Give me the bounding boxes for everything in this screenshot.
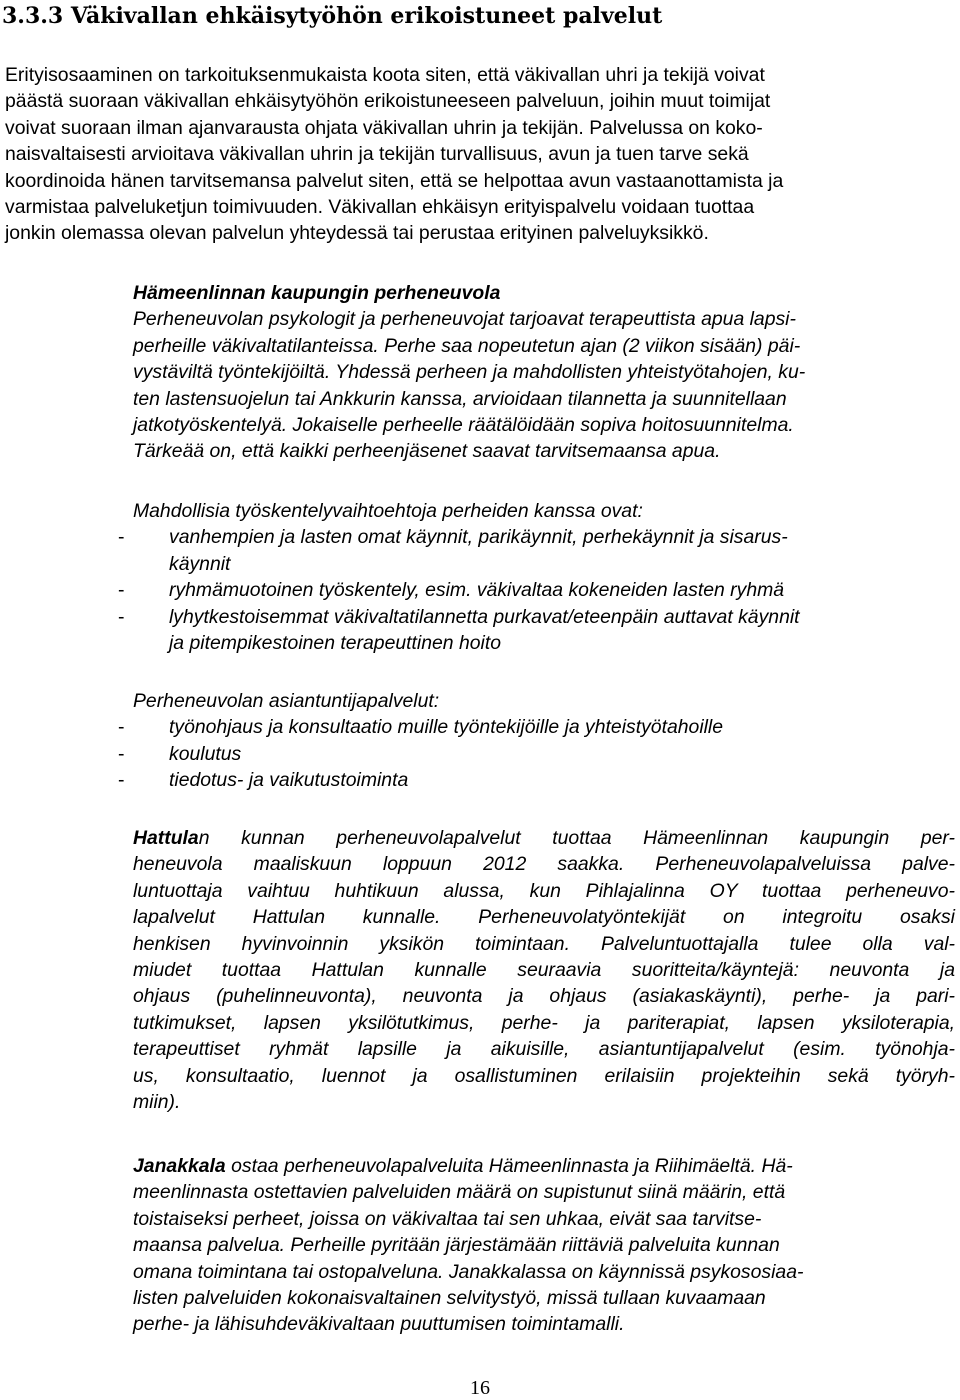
text-line: jatkotyöskentelyä. Jokaiselle perheelle räätälöidään sopiva hoitosuunnitelma. [133, 414, 794, 437]
hattula-paragraph [133, 825, 955, 1115]
text-line: listen palveluiden kokonaisvaltainen selvitystyö, missä tullaan kuvaamaan [133, 1287, 766, 1310]
section-heading: 3.3.3 Väkivallan ehkäisytyöhön erikoistuneet palvelut [2, 3, 663, 29]
list-bullet: - [118, 769, 125, 792]
janakkala-paragraph [133, 1153, 955, 1338]
list-item [118, 577, 955, 603]
text-line: miin). [133, 1091, 181, 1114]
expert-services-title: Perheneuvolan asiantuntijapalvelut: [133, 690, 440, 712]
text-line: koordinoida hänen tarvitsemansa palvelut siten, että se helpottaa avun vastaanottamista ja [5, 169, 784, 192]
text-line: ten lastensuojelun tai Ankkurin kanssa, arvioidaan tilannetta ja suunnitellaan [133, 387, 787, 410]
text-line: perhe- ja lähisuhdeväkivaltaan puuttumisen toimintamalli. [133, 1313, 625, 1336]
text-line: tutkimukset, lapsen yksilötutkimus, perhe- ja pariterapiat, lapsen yksiloterapia, [133, 1011, 955, 1034]
text-line: lapalvelut Hattulan kunnalle. Perheneuvolatyöntekijät on integroitu osaksi [133, 906, 955, 929]
list-bullet: - [118, 526, 125, 549]
list-item-text: koulutus [169, 742, 242, 765]
hameenlinna-heading: Hämeenlinnan kaupungin perheneuvola [133, 282, 501, 304]
list-item-text: vanhempien ja lasten omat käynnit, parikäynnit, perhekäynnit ja sisarus- [169, 526, 788, 549]
text-line: toistaiseksi perheet, joissa on väkivaltaa tai sen uhkaa, eivät saa tarvitse- [133, 1207, 762, 1230]
janakkala-bold-word: Janakkala [133, 1155, 226, 1177]
text-fragment: n kunnan perheneuvolapalvelut tuottaa Hämeenlinnan kaupungin per- [198, 827, 955, 849]
list-item [118, 741, 955, 767]
work-options-section [118, 498, 955, 656]
list-item-text: ja pitempikestoinen terapeuttinen hoito [169, 632, 502, 655]
text-line: miudet tuottaa Hattulan kunnalle seuraavia suoritteita/käyntejä: neuvonta ja [133, 959, 955, 982]
text-fragment: ostaa perheneuvolapalveluita Hämeenlinnasta ja Riihimäeltä. Hä- [225, 1155, 793, 1177]
text-line: varmistaa palveluketjun toimivuuden. Väkivallan ehkäisyn erityispalvelu voidaan tuottaa [5, 196, 755, 219]
page-number: 16 [470, 1377, 490, 1399]
text-line: Perheneuvolan psykologit ja perheneuvojat tarjoavat terapeuttista apua lapsi- [133, 308, 796, 331]
text-line: ohjaus (puhelinneuvonta), neuvonta ja ohjaus (asiakaskäynti), perhe- ja pari- [133, 985, 955, 1008]
hameenlinna-paragraph [133, 306, 955, 464]
expert-services-section [118, 688, 955, 794]
text-line: naisvaltaisesti arvioitava väkivallan uhrin ja tekijän turvallisuus, avun ja tuen tarve sekä [5, 143, 749, 166]
list-item-text: lyhytkestoisemmat väkivaltatilannetta purkavat/eteenpäin auttavat käynnit [169, 605, 800, 628]
hattula-section [133, 825, 955, 1115]
hattula-bold-word: Hattula [133, 827, 199, 849]
list-item [118, 524, 955, 577]
text-line: heneuvola maaliskuun loppuun 2012 saakka. Perheneuvolapalveluissa palve- [133, 853, 955, 876]
list-item-text: tiedotus- ja vaikutustoiminta [169, 769, 409, 792]
text-line [133, 825, 955, 851]
text-line [133, 1153, 955, 1179]
text-line: omana toimintana tai ostopalveluna. Janakkalassa on käynnissä psykososiaa- [133, 1260, 804, 1283]
list-item [118, 604, 955, 657]
hameenlinna-section [133, 280, 955, 465]
text-line: jonkin olemassa olevan palvelun yhteydessä tai perustaa erityinen palveluyksikkö. [5, 222, 709, 245]
list-item [118, 714, 955, 740]
list-bullet: - [118, 605, 125, 628]
list-item-text: ryhmämuotoinen työskentely, esim. väkivaltaa kokeneiden lasten ryhmä [169, 579, 785, 602]
text-line: henkisen hyvinvoinnin yksikön toimintaan. Palveluntuottajalla tulee olla val- [133, 932, 955, 955]
text-line: Tärkeää on, että kaikki perheenjäsenet saavat tarvitsemaansa apua. [133, 440, 721, 463]
text-line: us, konsultaatio, luennot ja osallistuminen erilaisiin projekteihin sekä työryh- [133, 1064, 955, 1087]
list-bullet: - [118, 742, 125, 765]
text-line: vystäviltä työntekijöiltä. Yhdessä perheen ja mahdollisten yhteistyötahojen, ku- [133, 361, 806, 384]
list-bullet: - [118, 716, 125, 739]
text-line: luntuottaja vaihtuu huhtikuun alussa, kun Pihlajalinna OY tuottaa perheneuvo- [133, 879, 955, 902]
text-line: terapeuttiset ryhmät lapsille ja aikuisille, asiantuntijapalvelut (esim. työnohja- [133, 1038, 955, 1061]
list-bullet: - [118, 579, 125, 602]
work-options-list [118, 524, 955, 656]
text-line: päästä suoraan väkivallan ehkäisytyöhön erikoistuneeseen palveluun, joihin muut toimijat [5, 90, 771, 113]
janakkala-section [133, 1153, 955, 1338]
text-line: maansa palvelua. Perheille pyritään järjestämään riittäviä palveluita kunnan [133, 1234, 780, 1257]
list-item-text: työnohjaus ja konsultaatio muille työntekijöille ja yhteistyötahoille [169, 716, 724, 739]
text-line: Erityisosaaminen on tarkoituksenmukaista koota siten, että väkivallan uhri ja tekijä voivat [5, 64, 765, 86]
text-line: meenlinnasta ostettavien palveluiden määrä on supistunut siinä määrin, että [133, 1181, 786, 1204]
list-item [118, 767, 955, 793]
list-item-text: käynnit [169, 552, 231, 575]
expert-services-list [118, 714, 955, 793]
text-line: perheille väkivaltatilanteissa. Perhe saa nopeutetun ajan (2 viikon sisään) päi- [133, 334, 801, 357]
work-options-title: Mahdollisia työskentelyvaihtoehtoja perheiden kanssa ovat: [133, 500, 643, 522]
intro-paragraph [5, 62, 955, 247]
text-line: voivat suoraan ilman ajanvarausta ohjata väkivallan uhrin ja tekijän. Palvelussa on koko- [5, 116, 763, 139]
